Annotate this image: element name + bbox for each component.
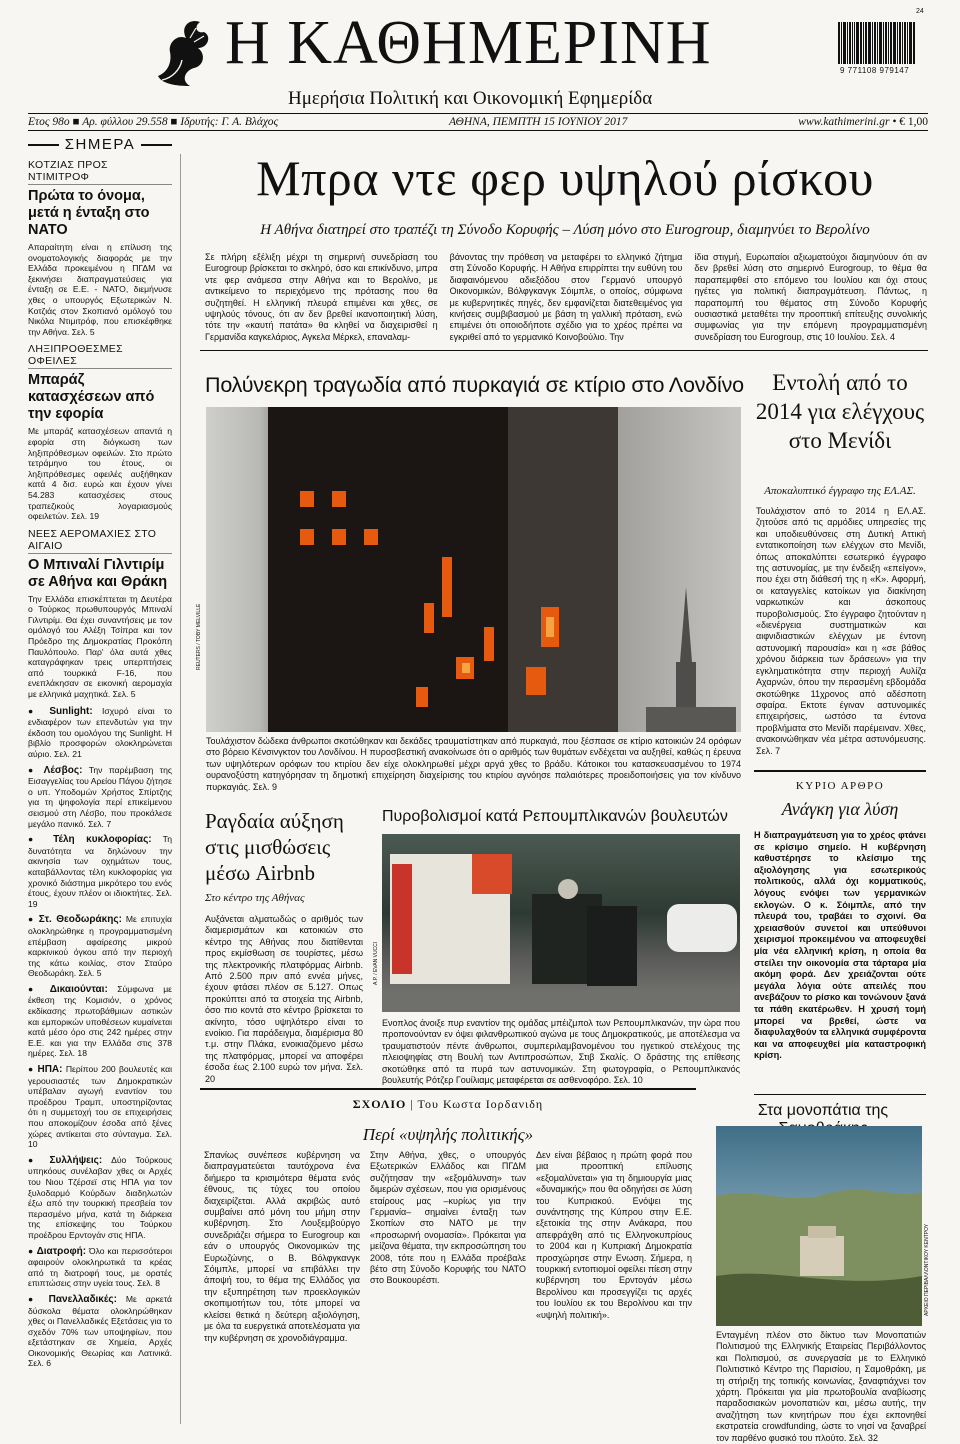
issue-year: Ετος 98ο bbox=[28, 116, 70, 128]
sidebar-brief[interactable] bbox=[28, 1246, 172, 1289]
price: € 1,00 bbox=[899, 116, 928, 128]
airbnb-deck: Στο κέντρο της Αθήνας bbox=[205, 892, 305, 904]
shooting-photo-art bbox=[382, 834, 740, 1012]
sidebar-brief[interactable] bbox=[28, 1064, 172, 1150]
sidebar-brief[interactable] bbox=[28, 765, 172, 830]
barcode-issue: 24 bbox=[916, 8, 924, 15]
sidebar-story-headline: Πρώτα το όνομα, μετά η ένταξη στο ΝΑΤΟ bbox=[28, 188, 150, 238]
sidebar-story-headline: Μπαράζ κατασχέσεων από την εφορία bbox=[28, 372, 155, 423]
masthead-title: Η ΚΑΘΗΜΕΡΙΝΗ bbox=[225, 9, 712, 77]
shooting-headline[interactable]: Πυροβολισμοί κατά Ρεπουμπλικανών βουλευτών bbox=[382, 808, 728, 825]
lead-rule bbox=[200, 350, 928, 351]
menidi-deck: Αποκαλυπτικό έγγραφο της ΕΛ.ΑΣ. bbox=[764, 485, 916, 497]
lead-column-1: Σε πλήρη εξέλιξη μέχρι τη σημερινή συνεδρίαση του Eurogroup βρίσκεται το σκληρό, όσο και επικίνδυνο, μπρα ντε φερ ανάμεσα στην Αθήνα και το Βερολίνο, με αντικείμενο το περιεχόμενο της πρότασης που θα συζητηθεί. Η ελληνική πλευρά επιμένει και χθες, σε υψηλούς τόνους, ότι αν δεν βρεθεί ικανοποιητική λύση, τότε την «καυτή πατάτα» θα κληθεί να διαχειρισθεί η Γερμανίδα καγκελάριος, Αγκελα Μέρκελ, επαναλαμ- bbox=[205, 252, 438, 342]
sidebar-brief-text: Ισχυρό είναι το ενδιαφέρον των επενδυτών για την έκδοση του ομολόγου της Sunlight. Η βιβλίο προσφορών ολοκληρώνεται αύριο. Σελ. 21 bbox=[28, 705, 172, 759]
sidebar-brief-label: Διατροφή: bbox=[36, 1245, 87, 1257]
sidebar-divider bbox=[180, 154, 181, 1424]
airbnb-text: Αυξάνεται αλματωδώς ο αριθμός των διαμερισμάτων και κατοικιών στο κέντρο της Αθήνας που διατίθενται προς εκμίσθωση σε τουρίστες, μέσω της πλεκτρονικής πλατφόρμας Airbnb. Από 2.500 πριν από εννέα μήνες, έχουν φτάσει πλέον σε 5.127. Οπως προκύπτει από τα στοιχεία της Airbnb, όσο πιο κοντά στο κέντρο βρίσκεται το ακίνητο, τόσο υψηλότερο είναι το ενοίκιο. Για παράδειγμα, διαμέρισμα 80 τ.μ. στην Πλάκα, ενοικιαζόμενο μέσω της πλατφόρμας, μπορεί να αποφέρει έσοδα έως 2.100 ευρώ τον μήνα. Σελ. 20 bbox=[205, 914, 363, 1084]
brief-bullet-icon: ● bbox=[28, 983, 50, 994]
barcode-number: 9 771108 979147 bbox=[840, 66, 910, 75]
sidebar-brief[interactable] bbox=[28, 914, 172, 979]
commentary-byline: ΣΧΟΛΙΟ | Του Κωστα Ιορδανιδη bbox=[352, 1097, 544, 1111]
samothrace-photo-art bbox=[716, 1126, 922, 1326]
shooting-photo-credit: A.P. / EVAN VUCCI bbox=[373, 941, 379, 985]
sidebar-brief[interactable] bbox=[28, 1155, 172, 1241]
airbnb-headline[interactable]: Ραγδαία αύξηση στις μισθώσεις μέσω Airbnb bbox=[205, 809, 344, 885]
sidebar-brief-text: Όλο και περισσότεροι αφαιρούν ολοκληρωτικά τα κρέας από τη διατροφή τους, με ορατές επιπτώσεις στην υγεία τους. Σελ. 8 bbox=[28, 1245, 172, 1289]
sidebar bbox=[28, 136, 172, 1426]
sidebar-story-kicker: ΛΗΞΙΠΡΟΘΕΣΜΕΣ ΟΦΕΙΛΕΣ bbox=[28, 343, 172, 369]
sidebar-story[interactable] bbox=[28, 528, 172, 700]
brief-bullet-icon: ● bbox=[28, 1154, 50, 1165]
commentary-columns bbox=[204, 1150, 692, 1400]
sheet-number: Αρ. φύλλου 29.558 bbox=[82, 116, 168, 128]
commentary-column-2: Στην Αθήνα, χθες, ο υπουργός Εξωτερικών Ελλάδος και ΠΓΔΜ συζήτησαν την «εξομάλυνση» των διμερών σχέσεων, που για ορισμένους εταίρους μας –κυρίως για την Γερμανία– σημαίνει ένταξη των Σκοπίων στο ΝΑΤΟ με την «προσωρινή ονομασία». Πρόκειται για μείζονα θέματα, την εκπροσώπηση του 2008, τότε που η Ελλάδα προέβαλε βέτο στη Σύνοδο Κορυφής του ΝΑΤΟ στο Βουκουρέστι. bbox=[370, 1150, 526, 1286]
commentary-column-1: Σπανίως συνέπεσε κυβέρνηση να διαπραγματεύεται ταυτόχρονα ένα διήμερο τα κρισιμότερα θέματα ενός έθνους, τις τύχες του οποίου διαχειρίζεται. Αλλά ακριβώς αυτό συμβαίνει από μόνη του μήμη στην κυβέρνηση. Στο Λουξεμβούργο συνεδριάζει σήμερα το Eurogroup και εάν ο υπουργός Οικονομικών της Ευρωζώνης, ο Β. Βόλφγκανγκ Σόιμπλε, μπορεί να επιβάλλει την άποψή του, το θέμα της Ελλάδος για την εξυπηρέτηση των προεκλογικών σκοπιμοτήτων του, τότε μπορεί να κλείσει θετικά η δεύτερη αξιολόγηση, με όλα τα ευεργετικά αποτελέσματα για την κυβέρνηση σε χρονοδιάγραμμα. bbox=[204, 1150, 360, 1343]
sidebar-brief-label: Στ. Θεοδωράκης: bbox=[38, 914, 122, 926]
brief-bullet-icon: ● bbox=[28, 764, 44, 775]
dateline-right: www.kathimerini.gr • € 1,00 bbox=[798, 116, 928, 128]
sidebar-brief-text: Σύμφωνα με έκθεση της Κομισιόν, ο χρόνος εκδίκασης πρωτοβάθμιων αστικών και εμπορικών υποθέσεων κυμαίνεται κατά μέσο όρο στις 242 ημέρες στην Ε.Ε. και για την Ελλάδα στις 378 ημέρες. Σελ. 18 bbox=[28, 983, 172, 1059]
samothrace-headline[interactable]: Στα μονοπάτια της bbox=[757, 1102, 889, 1119]
dateline-rule-bottom bbox=[28, 130, 928, 131]
samothrace-photo-credit: ΑΡΧΕΙΟ ΠΕΡΙΒΑΛΛΟΝΤΙΚΟΥ ΚΕΝΤΡΟΥ bbox=[924, 1223, 930, 1316]
lead-headline[interactable]: Μπρα ντε φερ υψηλού ρίσκου bbox=[256, 150, 874, 206]
sidebar-story-text: Με μπαράζ κατασχέσεων απαντά η εφορία στη διόγκωση των ληξιπρόθεσμων οφειλών. Στο πρώτο τετράμηνο του έτους, οι ληξιπρόθεσμες οφειλές αυξήθηκαν κατά 4 δισ. ευρώ και έχουν γίνει 54.283 κατασχέσεις στους τραπεζικούς λογαριασμούς οφειλετών. Σελ. 19 bbox=[28, 426, 172, 522]
lead-deck: Η Αθήνα διατηρεί στο τραπέζι τη Σύνοδο Κορυφής – Λύση μόνο στο Eurogroup, διαμηνύει το Βερολίνο bbox=[260, 222, 870, 238]
sidebar-items bbox=[28, 159, 172, 700]
sidebar-story-kicker: ΚΟΤΖΙΑΣ ΠΡΟΣ ΝΤΙΜΙΤΡΟΦ bbox=[28, 159, 172, 185]
sidebar-brief-label: Τέλη κυκλοφορίας: bbox=[53, 834, 152, 846]
masthead-subtitle: Ημερήσια Πολιτική και Οικονομική Εφημερίδα bbox=[288, 88, 653, 109]
editorial-text: Η διαπραγμάτευση για το χρέος φτάνει σε κρίσιμο σημείο. Η κυβέρνηση καθυστέρησε το κλείσιμο της αξιολόγησης για εσωτερικούς πολιτικούς, αλλά όχι κομματικούς, λόγους ενόψει των γερμανικών εκλογών. Ο κ. Σόιμπλε, από την πλευρά του, τραβάει το σχοινί. Θα χρειασθούν συνετοί και υπεύθυνοι χειρισμοί προκειμένου να αποφευχθεί μία νέα ελληνική κρίση, η οποία θα στείλει την οικονομία στα τάρταρα μία ακόμη φορά. Δεν χρειάζονται ούτε μεγάλα λόγια ούτε απειλές που ανεβάζουν το ρίσκο και τονώνουν ξανά τα πάθη εκατέρωθεν. Η χρυσή τομή μπορεί να βρεθεί, ώστε να διαφυλαχθούν τα ελληνικά συμφέροντα και να αποφευχθεί μία καταστροφική κρίση. bbox=[754, 830, 926, 1061]
editorial-box bbox=[754, 770, 926, 1095]
sidebar-brief-text: Με επιτυχία ολοκληρώθηκε η προγραμματισμένη επέμβαση αφαίρεσης μικρού καρκινικού όγκου από την περιοχή της κάτω κοιλίας, στον Σταύρο Θεοδωράκη. Σελ. 5 bbox=[28, 914, 173, 979]
sidebar-brief-text: Δύο Τούρκους υπηκόους συνέλαβαν χθες οι Αρχές του Νιου Τζέρσεϊ στις ΗΠΑ για τον ξυλοδαρμό Κούρδων διαδηλωτών έξω από την τουρκική πρεσβεία τον περασμένο μήνα, κατά τη διάρκεια της επίσκεψης του Τούρκου προέδρου Ερντογάν στις ΗΠΑ. bbox=[28, 1154, 172, 1240]
sidebar-header-label: ΣΗΜΕΡΑ bbox=[64, 136, 136, 153]
sidebar-brief-label: Λέσβος: bbox=[43, 764, 83, 776]
sidebar-story-text: Απαραίτητη είναι η επίλυση της ονοματολογικής διαφοράς με την Ελλάδα προκειμένου η ΠΓΔΜ να ξεκινήσει διαπραγματεύσεις για ένταξη σε Ε.Ε. - ΝΑΤΟ, διεμήνυσε χθες ο υπουργός Εξωτερικών Ν. Κοτζιάς στον Σκοπιανό ομόλογό του Νικόλα Ντιμιτρόφ, που επισκέφθηκε την Αθήνα. Σελ. 5 bbox=[28, 242, 172, 337]
sidebar-brief[interactable] bbox=[28, 834, 172, 909]
brief-bullet-icon: ● bbox=[28, 705, 50, 716]
sidebar-brief-label: Πανελλαδικές: bbox=[48, 1293, 117, 1305]
commentary-label: ΣΧΟΛΙΟ bbox=[352, 1097, 407, 1111]
menidi-headline[interactable]: Εντολή από το 2014 για ελέγχους στο Μενίδι bbox=[755, 370, 925, 453]
sidebar-brief[interactable] bbox=[28, 706, 172, 760]
date: ΑΘΗΝΑ, ΠΕΜΠΤΗ 15 ΙΟΥΝΙΟΥ 2017 bbox=[449, 116, 628, 128]
website-link[interactable]: www.kathimerini.gr bbox=[798, 116, 890, 128]
brief-bullet-icon: ● bbox=[28, 1293, 49, 1304]
fire-headline[interactable]: Πολύνεκρη τραγωδία από πυρκαγιά σε κτίριο στο Λονδίνο bbox=[205, 373, 744, 397]
sidebar-brief-label: Sunlight: bbox=[49, 705, 93, 717]
commentary-column-3: Δεν είναι βέβαιος η πρώτη φορά που μια προοπτική επίλυσης «εξομαλύνεται» για τη δημιουργία μιας «δυναμικής» που θα οδηγήσει σε λύση του Κυπριακού. Ενόψει της συνάντησης της Κύπρου στην Ε.Ε. εξετοικία της στην Ανάκαρα, που απεφράχθη από τις Ελληνοκυπρίους το 2004 και η Κυπριακή Δημοκρατία προσχώρησε στην Ενωση. Σήμερα, η τουρκική εντοπιομοί οφείλει πίεση στην κυβέρνηση του Ερντογάν μέσω Βερολίνου και προσεγγίζει τις αρχές του Ιουλίου εκ του Βερολίνου και την «υψηλή πολιτική». bbox=[536, 1150, 692, 1320]
lead-columns bbox=[205, 252, 927, 344]
sidebar-story[interactable] bbox=[28, 159, 172, 337]
commentary-headline[interactable]: Περί «υψηλής πολιτικής» bbox=[362, 1125, 534, 1144]
sidebar-brief-text: Την παρέμβαση της Εισαγγελίας του Αρείου Πάγου ζήτησε ο υπ. Υποδομών Χρήστος Σπίρτζης για τη ψηφολογία περί επικείμενου σεισμού στη Λέσβο, που προκάλεσε μεγάλο πανικό. Σελ. 7 bbox=[28, 764, 173, 829]
lead-column-3: ίδια στιγμή, Ευρωπαίοι αξιωματούχοι διαμηνύουν ότι αν δεν βρεθεί λύση στο σημερινό Eurogroup, το θέμα θα παραπεμφθεί στο επόμενο του Ιουλίου και όχι στους ηγέτες για πολιτική διαπραγμάτευση. Πάντως, η παραπομπή του θέματος στη Σύνοδο Κορυφής ουσιαστικά μεταθέτει την προοπτική επίτευξης συνολικής συμφωνίας για την επόμενη προγραμματισμένη συνεδρίαση του Eurogroup, στις 10 Ιουλίου. Σελ. 4 bbox=[694, 252, 928, 342]
founder: Ιδρυτής: Γ. Α. Βλάχος bbox=[180, 116, 279, 128]
commentary-rule bbox=[200, 1088, 696, 1090]
fire-photo[interactable] bbox=[206, 407, 741, 732]
sidebar-brief-text: Με αρκετά δύσκολα θέματα ολοκληρώθηκαν χθες οι Πανελλαδικές Εξετάσεις για το σχεδόν 70% των υποψηφίων, που εξετάστηκαν σε Χημεία, Αρχές Οικονομικής Θεωρίας και Λατινικά. Σελ. 6 bbox=[28, 1293, 172, 1369]
sidebar-brief-text: Περίπου 200 βουλευτές και γερουσιαστές των Δημοκρατικών υπέβαλαν αγωγή εναντίον του προέδρου Τραμπ, υποστηρίζοντας ότι η συμμετοχή του σε επιχειρήσεις που αποκομίζουν έσοδα από ξένες χώρες αντίκειται στο σύνταγμα. Σελ. 10 bbox=[28, 1064, 172, 1150]
sidebar-brief-text: Τη δυνατότητα να δηλώνουν την ακινησία των οχημάτων τους, καταβάλλοντας τέλη κυκλοφορίας για χρονικό διάστημα μικρότερο του ενός έτους, έχουν πλέον οι ιδιοκτήτες. Σελ. 19 bbox=[28, 834, 172, 909]
masthead-logo bbox=[150, 14, 216, 90]
editorial-headline: Ανάγκη για λύση bbox=[781, 799, 899, 819]
fire-caption: Τουλάχιστον δώδεκα άνθρωποι σκοτώθηκαν και δεκάδες τραυματίστηκαν από πυρκαγιά, που ξέσπασε σε κτίριο κατοικιών 24 ορόφων στο βόρειο Κένσινγκτον του Λονδίνου. Η πυροσβεστική ανακοίνωσε ότι ο αριθμός των θυμάτων ενδέχεται να αυξηθεί, καθώς η έρευνα των υψηλότερων ορόφων του κτιρίου δεν είχε ολοκληρωθεί μέχρι αργά χθες το βράδυ. Κάτοικοι του κατασκευασμένου το 1974 ουρανοξύστη κατηγόρησαν τη δημοτική επιχείρηση διαχείρισης του κτιρίου αγνόησε παλαιότερες προειδοποιήσεις για τον κίνδυνο πυρκαγιάς. Σελ. 9 bbox=[206, 736, 741, 792]
fire-photo-art bbox=[206, 407, 741, 732]
fire-photo-credit: REUTERS / TOBY MELVILLE bbox=[196, 603, 202, 670]
sidebar-header bbox=[28, 136, 172, 153]
sidebar-brief[interactable] bbox=[28, 1294, 172, 1369]
shooting-caption: Ενοπλος άνοιξε πυρ εναντίον της ομάδας μπέιζμπολ των Ρεπουμπλικανών, την ώρα που προπονούνταν εν όψει φιλανθρωπικού αγώνα με τους Δημοκρατικούς, με αποτέλεσμα να τραυματιστούν πέντε άνθρωποι, συμπεριλαμβανομένου του ηγετικού στελέχους της πλειοψηφίας στη Βουλή των Αντιπροσώπων, Στιβ Σκαλίς. Ο δράστης της επίθεσης σκοτώθηκε από τα πυρά των αστυνομικών. Στη φωτογραφία, ο Ρεπουμπλικανός βουλευτής Ρότζερ Γουίλιαμς μεταφέρεται σε ασθενοφόρο. Σελ. 10 bbox=[382, 1018, 740, 1086]
sidebar-brief[interactable] bbox=[28, 984, 172, 1059]
sidebar-story-text: Την Ελλάδα επισκέπτεται τη Δευτέρα ο Τούρκος πρωθυπουργός Μπιναλί Γιλντιρίμ. Θα έχει συναντήσεις με τον ομόλογό του Αλέξη Τσίπρα και τον Πρόεδρο της Δημοκρατίας Προκόπη Παυλόπουλο. Παρ' όλα αυτά χθες καταγράφηκαν τρεις υπερπτήσεις από τουρκικά F-16, που ενεπλάκησαν σε εικονική αερομαχία με ελληνικά μαχητικά. Σελ. 5 bbox=[28, 593, 172, 700]
sidebar-brief-label: Δικαιούνται: bbox=[49, 983, 108, 995]
samothrace-photo[interactable] bbox=[716, 1126, 922, 1326]
brief-bullet-icon: ● bbox=[28, 834, 54, 845]
dateline bbox=[28, 116, 928, 128]
dateline-rule-top bbox=[28, 113, 928, 114]
sidebar-brief-label: Συλλήψεις: bbox=[49, 1154, 103, 1166]
sidebar-brief-label: ΗΠΑ: bbox=[37, 1064, 63, 1076]
menidi-text: Τουλάχιστον από το 2014 η ΕΛ.ΑΣ. ζητούσε από τις αρμόδιες υπηρεσίες της και υποδιευθύνσεις στη Δυτική Αττική εντατικοποίηση των ελέγχων στο Μενίδι, όπως αποκαλύπτει εσωτερικό έγγραφο της αστυνομίας, με την ένδειξη «επείγον», που έχει στη διάθεσή της η «Κ». Αφορμή, οι καταγγελίες κατοίκων για διακίνηση ναρκωτικών και άσκοπους πυροβολισμούς. Στο έγγραφο ζητούνταν η «διενέργεια συστηματικών και αιφνιδιαστικών ελέγχων με έντονη αστυνομική παρουσία» και η «σε βάθος χρόνου διάρκεια των δράσεων» για την εγκληματικότητα στην περιοχή Αυλίζα Αχαρνών, όπου την περασμένη εβδομάδα σκοτώθηκε 11χρονος από αδέσποτη σφαίρα. Εκτοτε έγιναν αστυνομικές επιχειρήσεις, ωστόσο τα έντονα προβλήματα στο Μενίδι παρέμειναν. Χθες, ανακοινώθηκαν νέα μέτρα αστυνόμευσης. Σελ. 7 bbox=[756, 506, 926, 756]
brief-bullet-icon: ● bbox=[28, 914, 39, 925]
dateline-left: Ετος 98ο ■ Αρ. φύλλου 29.558 ■ Ιδρυτής: Γ. Α. Βλάχος bbox=[28, 116, 279, 128]
shooting-photo[interactable] bbox=[382, 834, 740, 1012]
sidebar-briefs bbox=[28, 706, 172, 1369]
brief-bullet-icon: ● bbox=[28, 1245, 37, 1256]
lead-column-2: βάνοντας την πρόθεση να μεταφέρει το ελληνικό ζήτημα στη Σύνοδο Κορυφής. Η Αθήνα επιρρίπτει την ευθύνη του διαφαινόμενου αδιεξόδου στον Γερμανό υπουργό Οικονομικών, Βόλφγκανγκ Σόιμπλε, ο οποίος, σύμφωνα με κυβερνητικές πηγές, δεν εμφανίζεται διατεθειμένος για κινήσεις συμβιβασμού με βάση τη γαλλική πρόταση, ενώ επιμένει ότι οποιοδήποτε σχέδιο για το χρέος πρέπει να εγκριθεί από το γερμανικό Κοινοβούλιο. Την bbox=[449, 252, 683, 342]
editorial-label: ΚΥΡΙΟ ΑΡΘΡΟ bbox=[795, 780, 885, 792]
sidebar-story-headline: Ο Μπιναλί Γιλντιρίμ σε Αθήνα και Θράκη bbox=[28, 556, 168, 590]
samothrace-caption: Ενταγμένη πλέον στο δίκτυο των Μονοπατιών Πολιτισμού της Ελληνικής Εταιρείας Περιβάλλοντος και Πολιτισμού, σε συνεργασία με το Ελληνικό Πολιτιστικό Κέντρο της Παρισίου, η Σαμοθράκη, με τη στήριξη της τοπικής κοινωνίας, ξαναφτιάχνει τον χάρτη. Πρόκειται για μία πρωτοβουλία αναβίωσης παραδοσιακών μονοπατιών και, μέσω αυτής, την αναζήτηση των κινητήρων που έχει εκπονηθεί εκστρατεία crowdfunding, ώστε το νησί να ξαναβρεί τον παρθένο φυσικό του πλούτο. Σελ. 32 bbox=[716, 1330, 926, 1443]
brief-bullet-icon: ● bbox=[28, 1064, 38, 1075]
sidebar-story[interactable] bbox=[28, 343, 172, 521]
commentary-author: Του Κωστα Ιορδανιδη bbox=[417, 1097, 544, 1111]
barcode bbox=[838, 22, 926, 64]
sidebar-story-kicker: ΝΕΕΣ ΑΕΡΟΜΑΧΙΕΣ ΣΤΟ ΑΙΓΑΙΟ bbox=[28, 528, 172, 554]
